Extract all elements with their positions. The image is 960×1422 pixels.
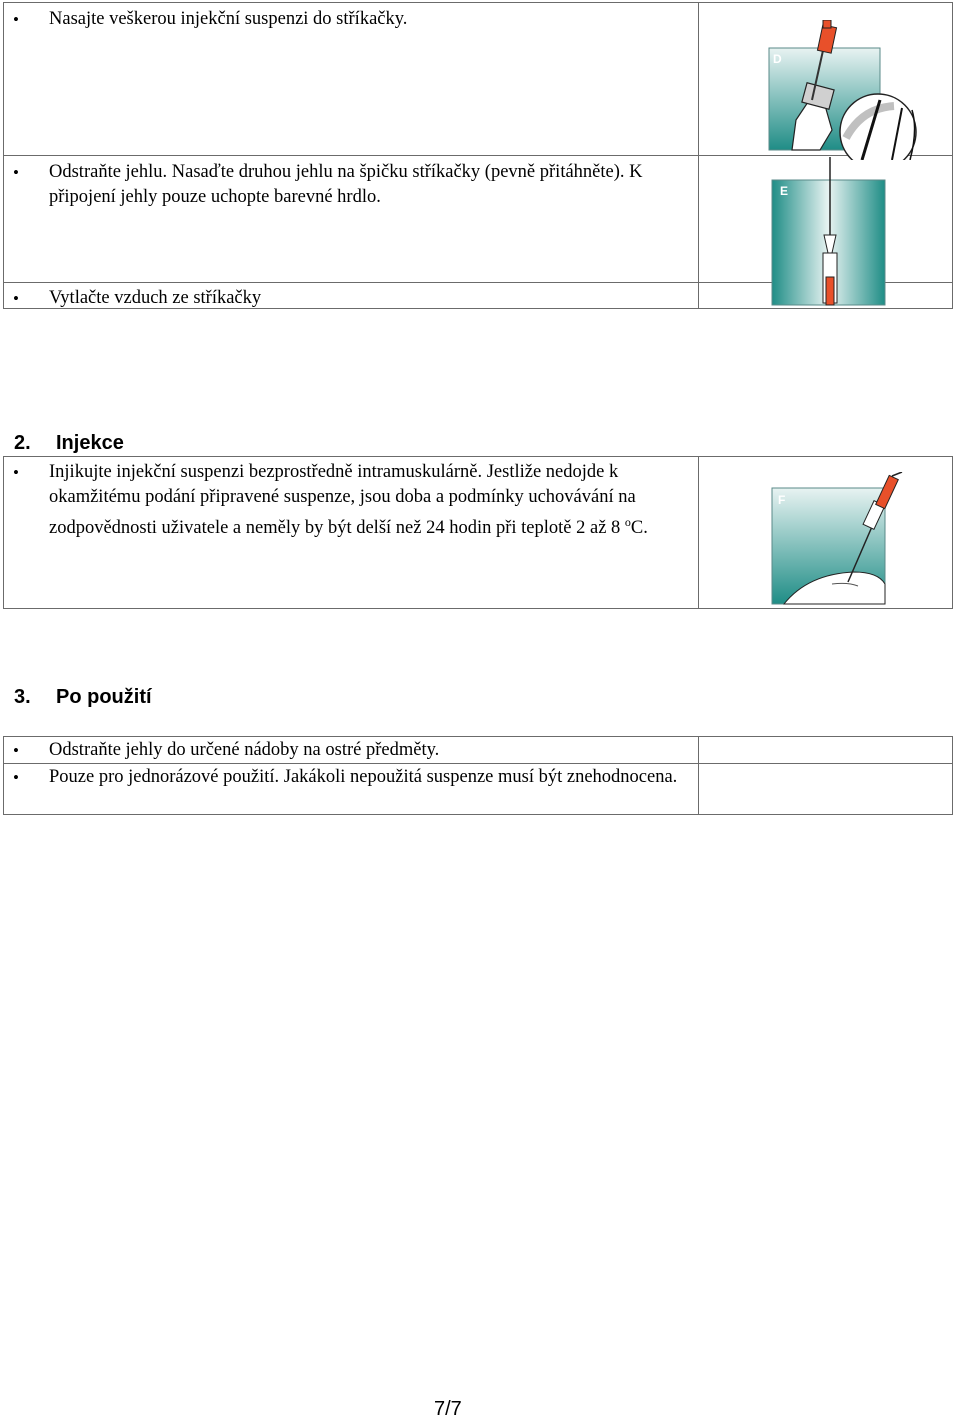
- instruction-table-3: [3, 736, 953, 815]
- step-text: Pouze pro jednorázové použití. Jakákoli nepoužitá suspenze musí být znehodnocena.: [49, 767, 678, 787]
- step-text-unit: C.: [630, 518, 648, 538]
- step-text: Nasajte veškerou injekční suspenzi do stříkačky.: [49, 9, 408, 29]
- bullet: •: [13, 10, 19, 29]
- degree-superscript: o: [624, 515, 631, 529]
- bullet: •: [13, 768, 19, 787]
- step-text-main: Injikujte injekční suspenzi bezprostředně intramuskulárně. Jestliže nedojde k okamžitému podání připravené suspenze, jsou doba a podmínky uchovávání na zodpovědnosti uživatele a neměly by být delší než 24 hodin při teplotě 2 až 8: [49, 462, 636, 538]
- section-heading: [14, 432, 124, 455]
- step-text: Odstraňte jehlu. Nasaďte druhou jehlu na špičku stříkačky (pevně přitáhněte). K připojení jehly pouze uchopte barevné hrdlo.: [49, 162, 643, 207]
- section-heading: [14, 686, 152, 709]
- section-number: 3.: [14, 686, 31, 708]
- section-title: Injekce: [56, 432, 124, 454]
- step-text: Vytlačte vzduch ze stříkačky: [49, 288, 262, 308]
- step-text: Odstraňte jehly do určené nádoby na ostré předměty.: [49, 740, 440, 760]
- figure-label: D: [773, 52, 782, 66]
- bullet: •: [13, 163, 19, 182]
- section-number: 2.: [14, 432, 31, 454]
- section-title: Po použití: [56, 686, 152, 708]
- table-row: [4, 763, 952, 815]
- page-number: 7/7: [434, 1398, 462, 1420]
- figure-d-illustration: [762, 20, 952, 160]
- table-row: [4, 737, 952, 763]
- bullet: •: [13, 289, 19, 308]
- figure-label: F: [778, 493, 786, 507]
- figure-e-illustration: [762, 155, 902, 307]
- figure-f-illustration: [762, 472, 952, 610]
- table-column-divider: [698, 457, 699, 608]
- step-text: [49, 460, 694, 541]
- figure-label: E: [780, 184, 789, 198]
- bullet: •: [13, 463, 19, 482]
- bullet: •: [13, 741, 19, 760]
